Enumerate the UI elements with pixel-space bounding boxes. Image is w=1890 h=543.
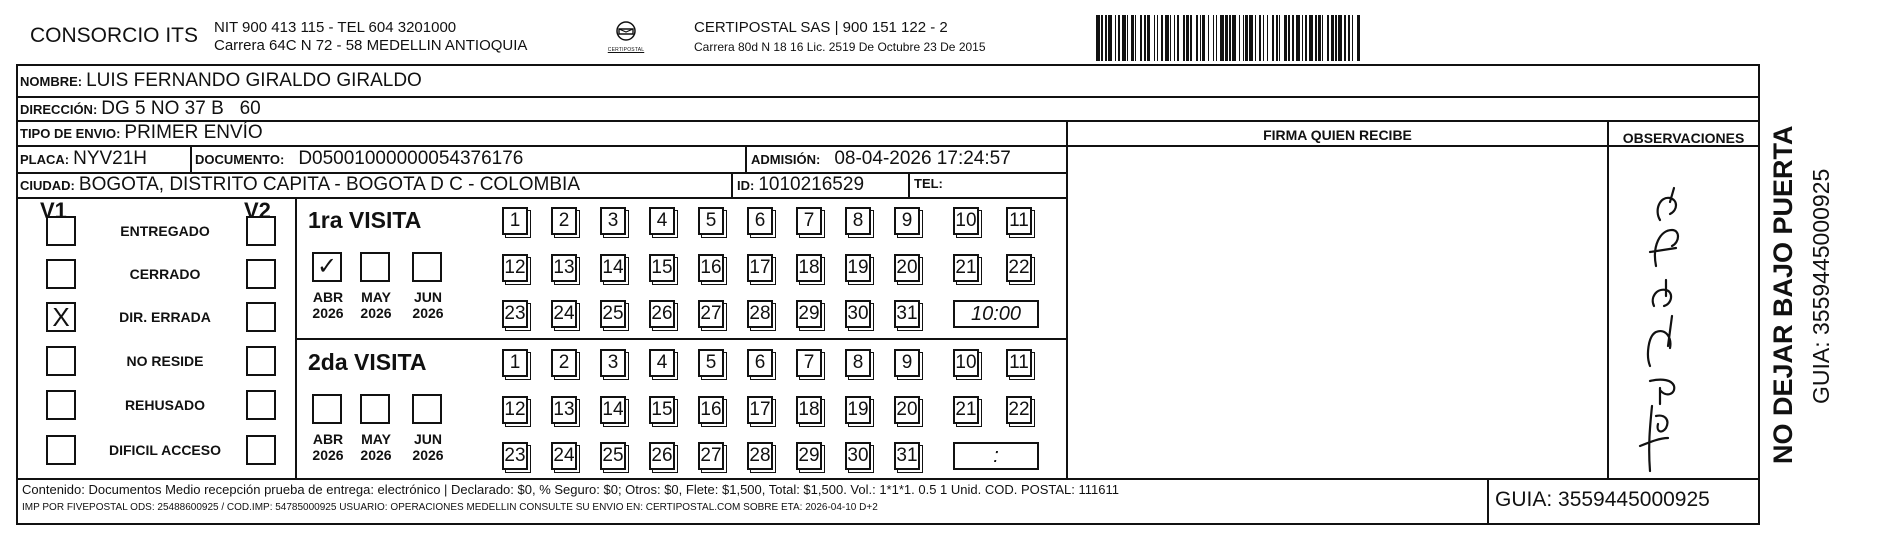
tipo-row bbox=[20, 122, 263, 144]
month-label bbox=[352, 289, 400, 321]
status-label: NO RESIDE bbox=[126, 353, 204, 369]
month-year: 2026 bbox=[312, 305, 344, 321]
month-year: 2026 bbox=[412, 305, 444, 321]
day-box[interactable]: 31 bbox=[894, 300, 920, 328]
day-box[interactable]: 25 bbox=[600, 300, 626, 328]
month-checkbox[interactable] bbox=[412, 394, 442, 424]
day-box[interactable]: 23 bbox=[502, 442, 528, 470]
direccion-value: DG 5 NO 37 B 60 bbox=[101, 98, 261, 119]
day-box[interactable]: 1 bbox=[502, 349, 528, 377]
courier-logo bbox=[596, 20, 656, 54]
month-name: JUN bbox=[413, 289, 442, 305]
month-year: 2026 bbox=[360, 305, 392, 321]
day-box[interactable]: 28 bbox=[747, 442, 773, 470]
day-box[interactable]: 6 bbox=[747, 207, 773, 235]
day-box[interactable]: 17 bbox=[747, 396, 773, 424]
day-box[interactable]: 28 bbox=[747, 300, 773, 328]
rule bbox=[745, 145, 747, 172]
day-box[interactable]: 18 bbox=[796, 396, 822, 424]
rule bbox=[16, 145, 1760, 147]
time-box[interactable]: : bbox=[953, 442, 1039, 470]
visit-title: 2da VISITA bbox=[308, 349, 427, 375]
v1-checkbox[interactable] bbox=[46, 259, 76, 289]
placa-row bbox=[20, 148, 147, 170]
day-box[interactable]: 6 bbox=[747, 349, 773, 377]
company-nit: NIT 900 413 115 - TEL 604 3201000 bbox=[214, 19, 457, 36]
month-name: JUN bbox=[413, 431, 442, 447]
footer-contenido: Contenido: Documentos Medio recepción prueba de entrega: electrónico | Declarado: $0, % Seguro: $0; Otros: $0, Flete: $1,500, Total: $1,500. Vol.: 1*1*1. 0.5 1 Unid. COD. POSTAL: 111611 bbox=[22, 482, 1119, 497]
id-label: ID: bbox=[737, 178, 755, 193]
day-box[interactable]: 15 bbox=[649, 396, 675, 424]
month-label bbox=[352, 431, 400, 463]
day-box[interactable]: 7 bbox=[796, 207, 822, 235]
month-checkbox[interactable] bbox=[360, 394, 390, 424]
day-box[interactable]: 20 bbox=[894, 254, 920, 282]
month-checkbox[interactable] bbox=[360, 252, 390, 282]
day-box[interactable]: 16 bbox=[698, 396, 724, 424]
day-box[interactable]: 10 bbox=[953, 207, 979, 235]
day-box[interactable]: 15 bbox=[649, 254, 675, 282]
rule bbox=[295, 338, 1066, 340]
rule bbox=[16, 478, 1760, 480]
v1-checkbox[interactable] bbox=[46, 346, 76, 376]
footer-imp: IMP POR FIVEPOSTAL ODS: 25488600925 / COD.IMP: 54785000925 USUARIO: OPERACIONES MEDELLIN CONSULTE SU ENVIO EN: CERTIPOSTAL.COM SOBRE ETA: 2026-04-10 D+2 bbox=[22, 502, 878, 513]
rule bbox=[295, 197, 297, 478]
visit-title: 1ra VISITA bbox=[308, 207, 422, 233]
rule bbox=[1607, 120, 1609, 478]
company-name: CONSORCIO ITS bbox=[30, 24, 199, 47]
nombre-value: LUIS FERNANDO GIRALDO GIRALDO bbox=[86, 70, 422, 91]
envelope-icon bbox=[611, 20, 641, 42]
day-box[interactable]: 27 bbox=[698, 442, 724, 470]
id-row bbox=[737, 174, 864, 196]
day-box[interactable]: 8 bbox=[845, 207, 871, 235]
month-label bbox=[304, 431, 352, 463]
day-box[interactable]: 29 bbox=[796, 300, 822, 328]
day-box[interactable]: 20 bbox=[894, 396, 920, 424]
tipo-value: PRIMER ENVÍO bbox=[124, 122, 263, 143]
v2-checkbox[interactable] bbox=[246, 216, 276, 246]
rule bbox=[1487, 478, 1489, 525]
courier-info: CERTIPOSTAL SAS | 900 151 122 - 2 bbox=[694, 19, 948, 36]
day-box[interactable]: 19 bbox=[845, 396, 871, 424]
day-box[interactable]: 7 bbox=[796, 349, 822, 377]
day-box[interactable]: 11 bbox=[1006, 349, 1032, 377]
rule bbox=[908, 172, 910, 197]
v1-checkbox[interactable] bbox=[46, 216, 76, 246]
day-box[interactable]: 3 bbox=[600, 207, 626, 235]
v1-checkbox[interactable]: X bbox=[46, 302, 76, 332]
documento-value: D05001000000054376176 bbox=[298, 148, 524, 169]
time-box[interactable]: 10:00 bbox=[953, 300, 1039, 328]
rule bbox=[16, 120, 1760, 122]
v2-checkbox[interactable] bbox=[246, 346, 276, 376]
v1-checkbox[interactable] bbox=[46, 435, 76, 465]
nombre-row bbox=[20, 70, 422, 92]
day-box[interactable]: 24 bbox=[551, 300, 577, 328]
status-label: REHUSADO bbox=[124, 397, 206, 413]
day-box[interactable]: 30 bbox=[845, 300, 871, 328]
month-checkbox[interactable]: ✓ bbox=[312, 252, 342, 282]
month-name: MAY bbox=[361, 431, 391, 447]
month-name: MAY bbox=[361, 289, 391, 305]
barcode-bar bbox=[1360, 15, 1361, 61]
day-box[interactable]: 12 bbox=[502, 254, 528, 282]
month-checkbox[interactable] bbox=[312, 394, 342, 424]
day-box[interactable]: 22 bbox=[1006, 254, 1032, 282]
day-box[interactable]: 4 bbox=[649, 207, 675, 235]
day-box[interactable]: 17 bbox=[747, 254, 773, 282]
status-label: CERRADO bbox=[129, 266, 201, 282]
v2-checkbox[interactable] bbox=[246, 259, 276, 289]
day-box[interactable]: 5 bbox=[698, 349, 724, 377]
day-box[interactable]: 10 bbox=[953, 349, 979, 377]
month-year: 2026 bbox=[312, 447, 344, 463]
status-label: DIFICIL ACCESO bbox=[108, 442, 221, 458]
rule bbox=[190, 145, 192, 172]
tipo-label: TIPO DE ENVIO: bbox=[20, 126, 121, 141]
direccion-row bbox=[20, 98, 261, 120]
month-checkbox[interactable] bbox=[412, 252, 442, 282]
v2-checkbox[interactable] bbox=[246, 390, 276, 420]
rule bbox=[731, 172, 733, 197]
day-box[interactable]: 25 bbox=[600, 442, 626, 470]
ciudad-label: CIUDAD: bbox=[20, 178, 75, 193]
day-box[interactable]: 21 bbox=[953, 396, 979, 424]
day-box[interactable]: 30 bbox=[845, 442, 871, 470]
courier-license: Carrera 80d N 18 16 Lic. 2519 De Octubre 23 De 2015 bbox=[694, 40, 986, 54]
logo-text: CERTIPOSTAL bbox=[607, 47, 645, 53]
observaciones-header: OBSERVACIONES bbox=[1622, 130, 1745, 146]
month-label bbox=[304, 289, 352, 321]
rule bbox=[16, 197, 1066, 199]
day-box[interactable]: 19 bbox=[845, 254, 871, 282]
status-label: ENTREGADO bbox=[120, 223, 210, 239]
day-box[interactable]: 29 bbox=[796, 442, 822, 470]
admision-row bbox=[751, 148, 1011, 170]
v1-label: V1 bbox=[40, 198, 67, 223]
day-box[interactable]: 2 bbox=[551, 349, 577, 377]
day-box[interactable]: 24 bbox=[551, 442, 577, 470]
month-label bbox=[404, 431, 452, 463]
admision-label: ADMISIÓN: bbox=[751, 152, 821, 167]
day-box[interactable]: 8 bbox=[845, 349, 871, 377]
day-box[interactable]: 31 bbox=[894, 442, 920, 470]
placa-label: PLACA: bbox=[20, 152, 70, 167]
month-label bbox=[404, 289, 452, 321]
day-box[interactable]: 18 bbox=[796, 254, 822, 282]
day-box[interactable]: 9 bbox=[894, 207, 920, 235]
day-box[interactable]: 14 bbox=[600, 396, 626, 424]
handwritten-note bbox=[1610, 176, 1758, 476]
placa-value: NYV21H bbox=[73, 148, 148, 169]
day-box[interactable]: 26 bbox=[649, 300, 675, 328]
v2-checkbox[interactable] bbox=[246, 435, 276, 465]
footer-guia: GUIA: 3559445000925 bbox=[1495, 488, 1710, 511]
v1-checkbox[interactable] bbox=[46, 390, 76, 420]
day-box[interactable]: 21 bbox=[953, 254, 979, 282]
day-box[interactable]: 22 bbox=[1006, 396, 1032, 424]
admision-value: 08-04-2026 17:24:57 bbox=[834, 148, 1011, 169]
status-label: DIR. ERRADA bbox=[119, 309, 211, 325]
tel-row bbox=[914, 176, 947, 191]
id-value: 1010216529 bbox=[758, 174, 865, 195]
nombre-label: NOMBRE: bbox=[20, 74, 83, 89]
rule bbox=[1758, 64, 1760, 525]
day-box[interactable]: 23 bbox=[502, 300, 528, 328]
day-box[interactable]: 13 bbox=[551, 396, 577, 424]
rule bbox=[1066, 120, 1068, 478]
documento-label: DOCUMENTO: bbox=[195, 152, 285, 167]
day-box[interactable]: 26 bbox=[649, 442, 675, 470]
barcode bbox=[1096, 15, 1596, 61]
day-box[interactable]: 9 bbox=[894, 349, 920, 377]
day-box[interactable]: 2 bbox=[551, 207, 577, 235]
documento-row bbox=[195, 148, 523, 170]
month-year: 2026 bbox=[412, 447, 444, 463]
month-name: ABR bbox=[312, 289, 344, 305]
company-address: Carrera 64C N 72 - 58 MEDELLIN ANTIOQUIA bbox=[214, 37, 528, 54]
rule bbox=[16, 96, 1760, 98]
day-box[interactable]: 12 bbox=[502, 396, 528, 424]
tel-label: TEL: bbox=[914, 176, 943, 191]
month-year: 2026 bbox=[360, 447, 392, 463]
month-name: ABR bbox=[312, 431, 344, 447]
day-box[interactable]: 13 bbox=[551, 254, 577, 282]
day-box[interactable]: 14 bbox=[600, 254, 626, 282]
direccion-label: DIRECCIÓN: bbox=[20, 102, 98, 117]
day-box[interactable]: 4 bbox=[649, 349, 675, 377]
day-box[interactable]: 11 bbox=[1006, 207, 1032, 235]
day-box[interactable]: 1 bbox=[502, 207, 528, 235]
day-box[interactable]: 27 bbox=[698, 300, 724, 328]
v2-checkbox[interactable] bbox=[246, 302, 276, 332]
ciudad-row bbox=[20, 174, 580, 196]
v2-label: V2 bbox=[244, 198, 271, 223]
ciudad-value: BOGOTA, DISTRITO CAPITA - BOGOTA D C - COLOMBIA bbox=[78, 174, 580, 195]
firma-header: FIRMA QUIEN RECIBE bbox=[1263, 127, 1412, 143]
day-box[interactable]: 16 bbox=[698, 254, 724, 282]
day-box[interactable]: 3 bbox=[600, 349, 626, 377]
side-guia: GUIA: 3559445000925 bbox=[1808, 168, 1834, 404]
side-warning: NO DEJAR BAJO PUERTA bbox=[1768, 125, 1798, 464]
day-box[interactable]: 5 bbox=[698, 207, 724, 235]
